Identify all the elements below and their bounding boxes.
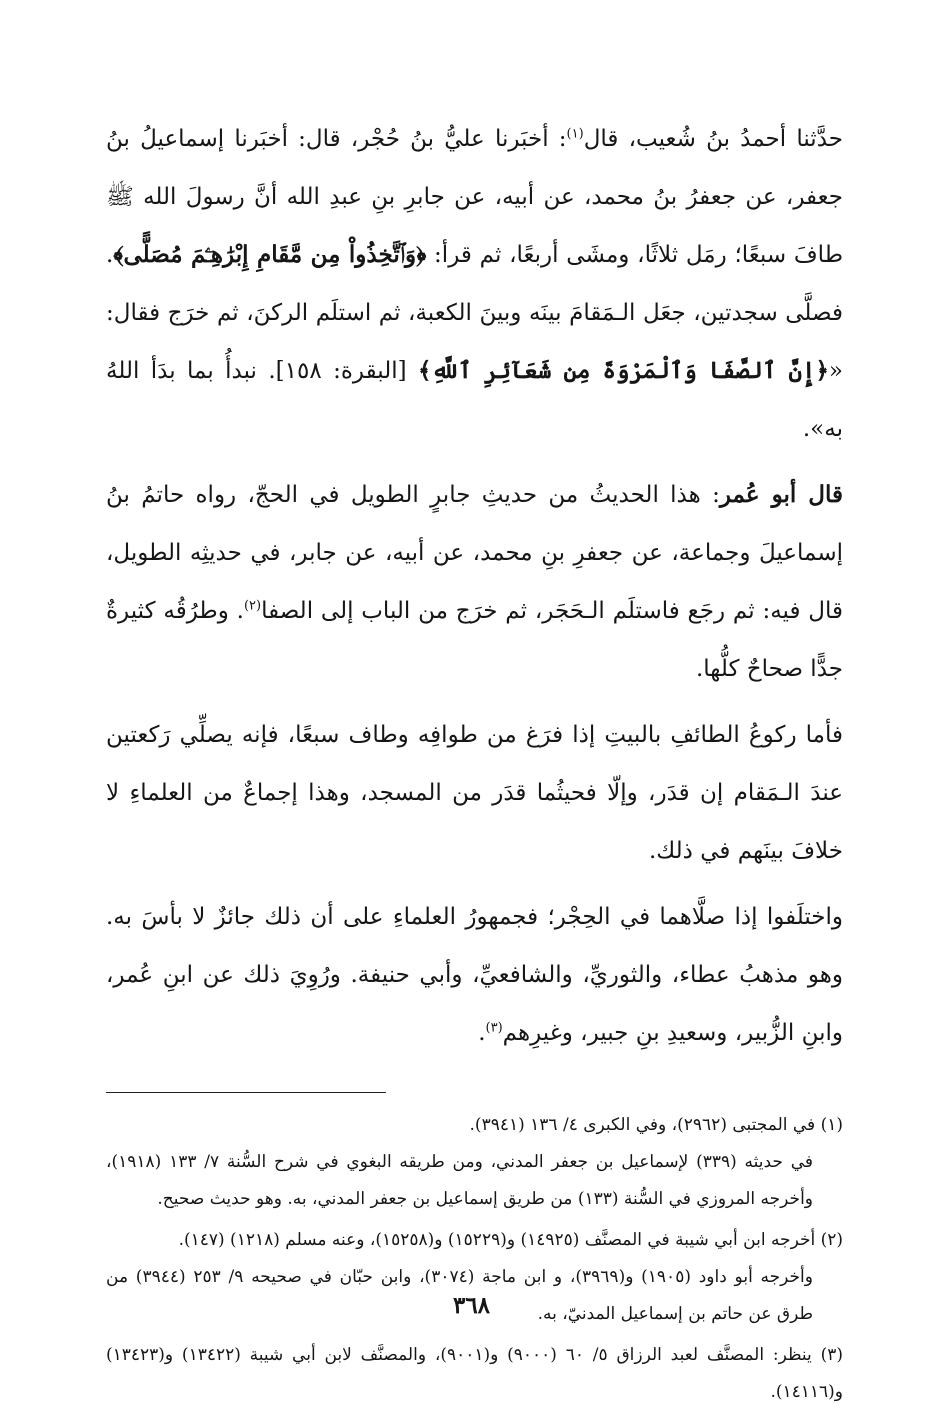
hadith-text-1: حدَّثنا أحمدُ بنُ شُعيب، قال [583, 126, 843, 152]
paragraph-hijr [106, 888, 843, 1062]
commentary-text-2: . وطرُقُه كثيرةٌ جدًّا صحاحٌ كلُّها. [106, 598, 843, 682]
footnote-2-first-line: (٢) أخرجه ابن أبي شيبة في المصنَّف (١٤٩٢٥) و(١٥٢٢٩) و(١٥٢٥٨)، وعنه مسلم (١٢١٨) (١٤٧). [178, 1230, 843, 1250]
footnote-divider [106, 1092, 386, 1093]
footnote-2-continuation: وأخرجه أبو داود (١٩٠٥) و(٣٩٦٩)، و ابن ماجة (٣٠٧٤)، وابن حبّان في صحيحه ٩/ ٢٥٣ (٣٩٤٤) من طرق عن حاتم بن إسماعيل المدنيّ، به. [106, 1267, 813, 1324]
footnote-1 [106, 1107, 843, 1218]
hadith-text-4: [البقرة: ١٥٨]. نبدأُ بما بدَأ اللهُ به». [106, 358, 843, 442]
paragraph-commentary [106, 466, 843, 698]
footnote-3-text: (٣) ينظر: المصنَّف لعبد الرزاق ٥/ ٦٠ (٩٠٠٠) و(٩٠٠١)، والمصنَّف لابن أبي شيبة (١٣٤٢٢) و(١٣٤٢٣) و(١٤١١٦). [106, 1345, 843, 1402]
footnote-ref-2[interactable]: (٢) [243, 598, 262, 614]
footnotes [106, 1107, 843, 1411]
hijr-text-1: واختلَفوا إذا صلَّاهما في الحِجْر؛ فجمهورُ العلماءِ على أن ذلك جائزٌ لا بأسَ به. وهو مذهبُ عطاء، والثوريِّ، والشافعيِّ، وأبي حنيفة. ورُوِيَ ذلك عن ابنِ عُمر، وابنِ الزُّبير، وسعيدِ بنِ جبير، وغيرِهم [106, 904, 843, 1046]
page-number: ٣٦٨ [452, 1292, 491, 1319]
quran-quote-1: ﴿وَٱتَّخِذُواْ مِن مَّقَامِ إِبْرَٰهِـۧمَ مُصَلًّى﴾ [113, 241, 427, 268]
paragraph-prayer: فأما ركوعُ الطائفِ بالبيتِ إذا فرَغ من طوافِه وطاف سبعًا، فإنه يصلِّي رَكعتين عندَ الـمَقام إن قدَر، وإلّا فحيثُما قدَر من المسجد، وهذا إجماعٌ من العلماءِ لا خلافَ بينَهم في ذلك. [106, 722, 843, 864]
footnote-1-continuation: في حديثه (٣٣٩) لإسماعيل بن جعفر المدني، ومن طريقه البغوي في شرح السُّنة ٧/ ١٣٣ (١٩١٨)، وأخرجه المروزي في السُّنة (١٣٣) من طريق إسماعيل بن جعفر المدني، به. وهو حديث صحيح. [106, 1152, 813, 1209]
footnote-3 [106, 1337, 843, 1411]
paragraph-hadith [106, 110, 843, 458]
commentary-text-1: : هذا الحديثُ من حديثِ جابرٍ الطويل في الحجّ، رواه حاتمُ بنُ إسماعيلَ وجماعة، عن جعفرِ بنِ محمد، عن أبيه، عن جابر، في حديثِه الطويل، قال فيه: ثم رجَع فاستلَم الـحَجَر، ثم خرَج من الباب إلى الصفا [106, 482, 843, 624]
hijr-text-2: . [478, 1020, 486, 1046]
hadith-text-2: : أخبَرنا عليُّ بنُ حُجْر، قال: أخبَرنا إسماعيلُ بنُ جعفر، عن جعفرُ بنُ محمد، عن أبيه، عن جابرِ بنِ عبدِ الله أنَّ رسولَ الله ﷺ طافَ سبعًا؛ رمَل ثلاثًا، ومشَى أربعًا، ثم قرأ: [106, 126, 843, 268]
footnote-ref-1[interactable]: (١) [566, 126, 584, 142]
hadith-text-3: . فصلَّى سجدتين، جعَل الـمَقامَ بينَه وبينَ الكعبة، ثم استلَم الركنَ، ثم خرَج فقال: « [106, 242, 843, 384]
footnote-ref-3[interactable]: (٣) [485, 1020, 503, 1036]
quran-quote-2: ﴿إِنَّ ٱلصَّفَا وَٱلْمَرْوَةَ مِن شَعَآئِرِ ٱللَّهِ﴾ [417, 357, 829, 384]
footnote-1-first-line: (١) في المجتبى (٢٩٦٢)، وفي الكبرى ٤/ ١٣٦ (٣٩٤١). [469, 1115, 843, 1135]
commentary-lead: قال أبو عُمر [719, 481, 843, 508]
